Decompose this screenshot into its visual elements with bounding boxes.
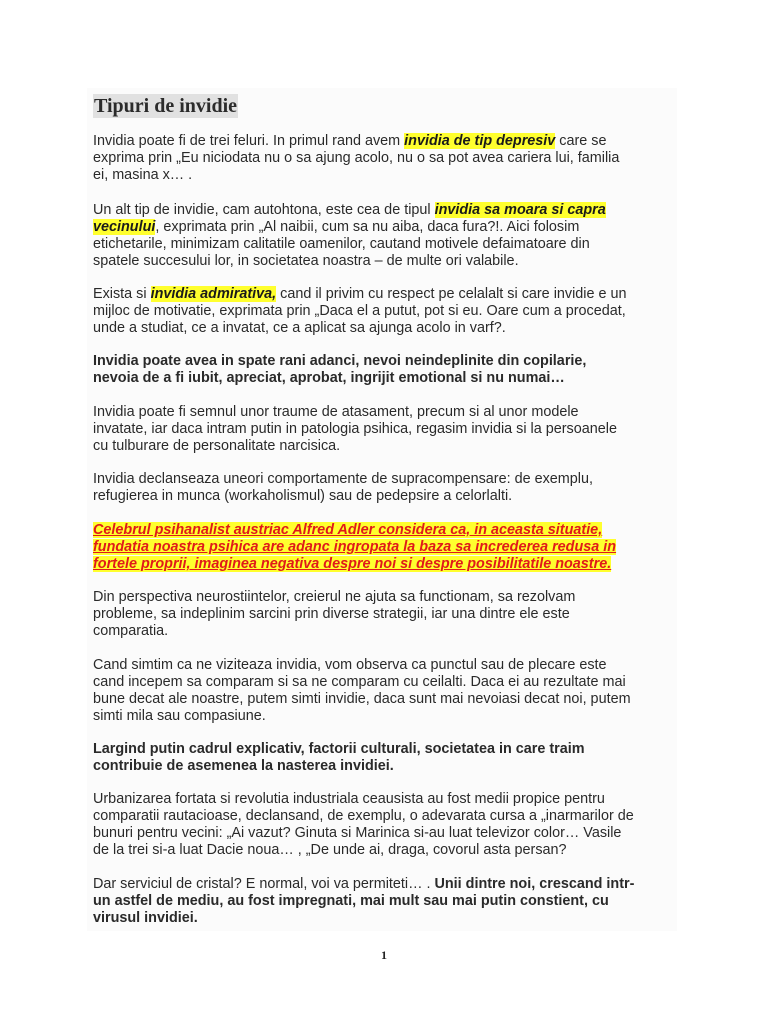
paragraph-admiring-envy: Exista si invidia admirativa, cand il privim cu respect pe celalalt si care invidie e un mijloc de motivatie, exprimata prin „Daca el a putut, pot si eu. Oare cum a procedat, unde a studiat, ce a invatat, ce a aplicat sa ajunga acolo in varf?.: [93, 286, 627, 336]
page-number: 1: [381, 948, 387, 962]
paragraph-depressive-envy: Invidia poate fi de trei feluri. In primul rand avem invidia de tip depresiv care se exprima prin „Eu niciodata nu o sa ajung acolo, nu o sa pot avea cariera lui, familia ei, masina x… .: [93, 133, 620, 183]
paragraph-goat-envy: Un alt tip de invidie, cam autohtona, este cea de tipul invidia sa moara si capra vecinului, exprimata prin „Al naibii, cum sa nu aiba, daca fura?!. Aici folosim etichetarile, minimizam calitatile oamenilor, cautand motivele defaimatoare din spatele succesului lor, in societatea noastra – de multe ori valabile.: [93, 202, 606, 269]
paragraph-neuroscience: Din perspectiva neurostiintelor, creierul ne ajuta sa functionam, sa rezolvam probleme, sa indeplinim sarcini prin diverse strategii, iar una dintre ele este comparatia.: [93, 589, 576, 639]
paragraph-urbanization: Urbanizarea fortata si revolutia industriala ceausista au fost medii propice pentru comparatii rautacioase, declansand, de exemplu, o adevarata cursa a „inarmarilor de bunuri pentru vecini: „Ai vazut? Ginuta si Marinica si-au luat televizor color… Vasile de la trei si-a luat Dacie noua… , „De unde ai, draga, covorul asta persan?: [93, 791, 634, 858]
page-title: Tipuri de invidie: [94, 95, 238, 117]
highlight-goat-envy: invidia sa moara si capra: [434, 202, 606, 218]
paragraph-attachment-trauma: Invidia poate fi semnul unor traume de atasament, precum si al unor modele invatate, iar daca intram putin in patologia psihica, regasim invidia si la persoanele cu tulburare de personalitate narcisica.: [93, 404, 617, 454]
paragraph-adler-quote: [93, 522, 677, 573]
paragraph-cultural-factors: Largind putin cadrul explicativ, factorii culturali, societatea in care traim contribuie de asemenea la nasterea invidiei.: [93, 741, 585, 774]
paragraph-comparison: Cand simtim ca ne viziteaza invidia, vom observa ca punctul sau de plecare este cand incepem sa comparam si sa ne comparam cu ceilalti. Daca ei au rezultate mai bune decat ale noastre, putem simti invidie, daca sunt mai nevoiasi decat noi, putem simti mila sau compasiune.: [93, 657, 631, 724]
highlight-neighbor: vecinului: [93, 219, 156, 235]
paragraph-envy-virus: Dar serviciul de cristal? E normal, voi va permiteti… . Unii dintre noi, crescand intr- un astfel de mediu, au fost impregnati, mai mult sau mai putin constient, cu virusul invidiei.: [93, 876, 635, 926]
highlight-adler-line-1: Celebrul psihanalist austriac Alfred Adler considera ca, in aceasta situatie,: [93, 522, 603, 538]
paragraph-deep-wounds: Invidia poate avea in spate rani adanci, nevoi neindeplinite din copilarie, nevoia de a fi iubit, apreciat, aprobat, ingrijit emotional si nu numai…: [93, 353, 587, 386]
highlight-adler-line-3: fortele proprii, imaginea negativa despre noi si despre posibilitatile noastre.: [93, 556, 612, 572]
highlight-admiring-envy: invidia admirativa,: [150, 286, 277, 302]
paragraph-overcompensation: Invidia declanseaza uneori comportamente de supracompensare: de exemplu, refugierea in munca (workaholismul) sau de pedepsire a celorlalti.: [93, 471, 593, 504]
highlight-depressive-envy: invidia de tip depresiv: [404, 133, 556, 149]
highlight-adler-line-2: fundatia noastra psihica are adanc ingropata la baza sa increderea redusa in: [93, 539, 617, 555]
